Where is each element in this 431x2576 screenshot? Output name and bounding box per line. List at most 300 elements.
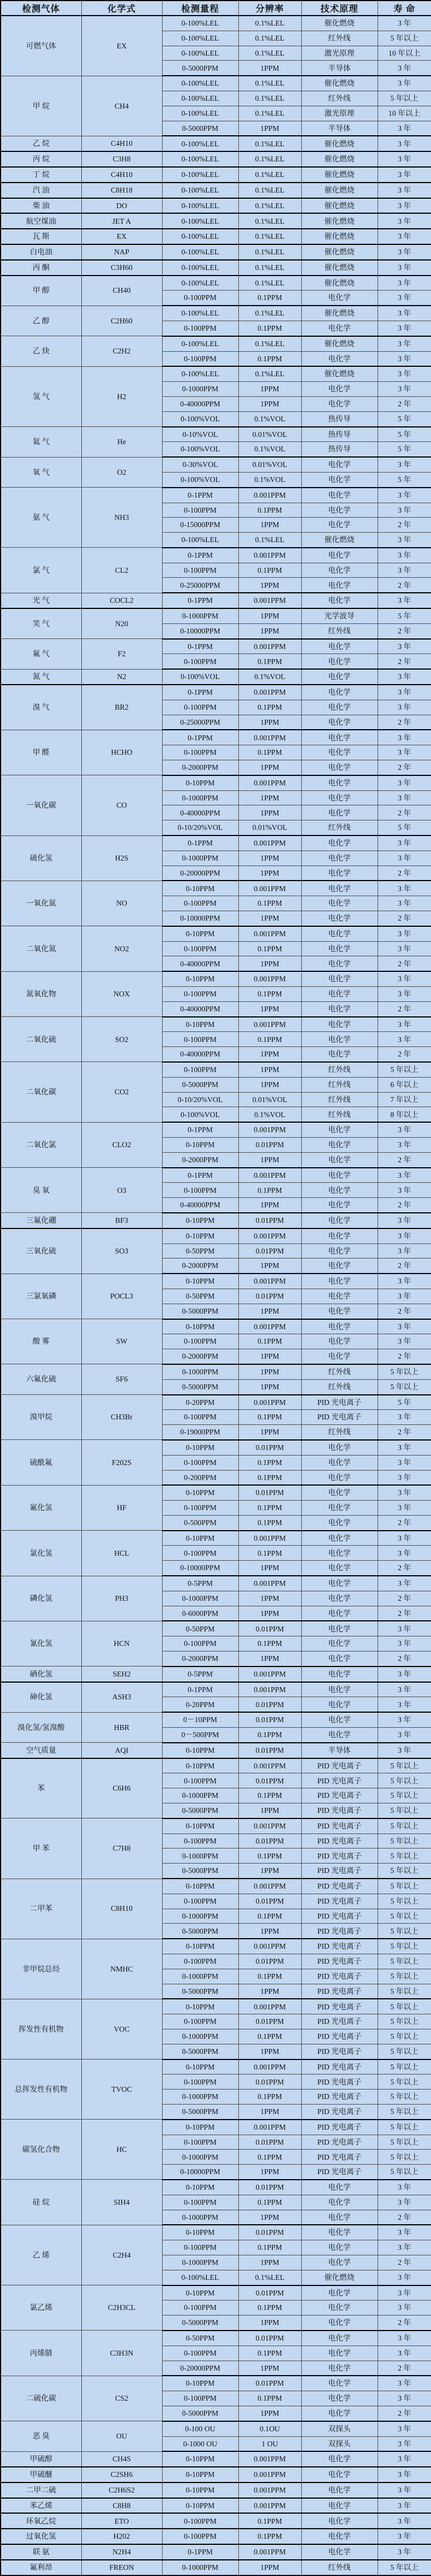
- principle-cell: 电化学: [301, 2331, 378, 2346]
- principle-cell: 电化学: [301, 2498, 378, 2514]
- range-cell: 0-100%LEL: [162, 260, 238, 276]
- formula-cell: HCN: [81, 1621, 162, 1666]
- formula-cell: NO2: [81, 926, 162, 971]
- range-cell: 0-5000PPM: [162, 1304, 238, 1319]
- principle-cell: 电化学: [301, 1243, 378, 1258]
- gas-name-cell: 甲 醛: [1, 730, 81, 775]
- principle-cell: 电化学: [301, 2225, 378, 2240]
- formula-cell: HF: [81, 1485, 162, 1530]
- gas-name-cell: 瓦 斯: [1, 229, 81, 244]
- resolution-cell: 1PPM: [238, 866, 301, 881]
- lifespan-cell: 5 年以上: [378, 1062, 431, 1077]
- formula-cell: C2SH6: [81, 2467, 162, 2482]
- lifespan-cell: 3 年: [378, 1243, 431, 1258]
- resolution-cell: 0.1%LEL: [238, 336, 301, 351]
- resolution-cell: 0.1%LEL: [238, 213, 301, 229]
- principle-cell: 电化学: [301, 896, 378, 911]
- principle-cell: 催化燃烧: [301, 336, 378, 351]
- gas-name-cell: 乙 烯: [1, 2225, 81, 2285]
- principle-cell: 电化学: [301, 685, 378, 700]
- formula-cell: BR2: [81, 685, 162, 730]
- principle-cell: PID 光电离子: [301, 2165, 378, 2180]
- resolution-cell: 0.1%LEL: [238, 276, 301, 291]
- range-cell: 0-10PPM: [162, 1017, 238, 1032]
- principle-cell: 电化学: [301, 2210, 378, 2225]
- gas-name-cell: 过氧化氢: [1, 2529, 81, 2544]
- gas-name-cell: 乙 醇: [1, 306, 81, 336]
- gas-name-cell: 丙烯腈: [1, 2331, 81, 2376]
- principle-cell: 电化学: [301, 321, 378, 336]
- gas-name-cell: 汽 油: [1, 183, 81, 198]
- formula-cell: C2H6S2: [81, 2482, 162, 2498]
- range-cell: 0-100%LEL: [162, 229, 238, 244]
- principle-cell: 电化学: [301, 593, 378, 608]
- gas-name-cell: 三氧化硫: [1, 1228, 81, 1274]
- resolution-cell: 1PPM: [238, 1062, 301, 1077]
- range-cell: 0-10PPM: [162, 775, 238, 790]
- formula-cell: FREON: [81, 2560, 162, 2575]
- lifespan-cell: 3 年: [378, 533, 431, 548]
- resolution-cell: 0.001PPM: [238, 1017, 301, 1032]
- resolution-cell: 0.1PPM: [238, 896, 301, 911]
- range-cell: 0-1PPM: [162, 1682, 238, 1697]
- principle-cell: 红外线: [301, 623, 378, 638]
- principle-cell: 电化学: [301, 1017, 378, 1032]
- range-cell: 0-1PPM: [162, 2544, 238, 2560]
- lifespan-cell: 2 年: [378, 2361, 431, 2376]
- lifespan-cell: 2 年: [378, 1047, 431, 1062]
- resolution-cell: 1PPM: [238, 1047, 301, 1062]
- formula-cell: H2S: [81, 835, 162, 881]
- table-row: [1, 213, 431, 229]
- resolution-cell: 0.01PPM: [238, 1954, 301, 1969]
- lifespan-cell: 7 年以上: [378, 1092, 431, 1107]
- resolution-cell: 1PPM: [238, 2255, 301, 2270]
- lifespan-cell: 3 年: [378, 229, 431, 244]
- range-cell: 0-100PPM: [162, 1032, 238, 1047]
- principle-cell: 电化学: [301, 1319, 378, 1334]
- principle-cell: 电化学: [301, 457, 378, 472]
- formula-cell: CH4S: [81, 2451, 162, 2467]
- range-cell: 0-100PPM: [162, 2135, 238, 2150]
- gas-name-cell: 笑 气: [1, 608, 81, 639]
- lifespan-cell: 3 年: [378, 745, 431, 760]
- resolution-cell: 0.01PPM: [238, 1440, 301, 1455]
- range-cell: 0-40000PPM: [162, 1001, 238, 1016]
- lifespan-cell: 5 年以上: [378, 1773, 431, 1788]
- resolution-cell: 1PPM: [238, 1425, 301, 1440]
- range-cell: 0-40000PPM: [162, 396, 238, 411]
- lifespan-cell: 5 年以上: [378, 2014, 431, 2029]
- lifespan-cell: 3 年: [378, 1168, 431, 1183]
- lifespan-cell: 5 年: [378, 1395, 431, 1410]
- principle-cell: PID 光电离子: [301, 2029, 378, 2044]
- gas-name-cell: 环氧乙烷: [1, 2513, 81, 2529]
- principle-cell: 电化学: [301, 851, 378, 866]
- resolution-cell: 1PPM: [238, 382, 301, 397]
- range-cell: 0-100%LEL: [162, 2270, 238, 2285]
- resolution-cell: 0.1OU: [238, 2421, 301, 2436]
- resolution-cell: 0.1PPM: [238, 700, 301, 715]
- resolution-cell: 1PPM: [238, 805, 301, 820]
- gas-name-cell: 非甲烷总烃: [1, 1939, 81, 1999]
- principle-cell: 催化燃烧: [301, 366, 378, 381]
- range-cell: 0-5000PPM: [162, 1984, 238, 1999]
- table-row: [1, 926, 431, 941]
- formula-cell: COCL2: [81, 593, 162, 608]
- resolution-cell: 0.1PPM: [238, 291, 301, 306]
- range-cell: 0-1000PPM: [162, 382, 238, 397]
- principle-cell: 电化学: [301, 1455, 378, 1470]
- resolution-cell: 0.1PPM: [238, 2529, 301, 2544]
- principle-cell: 电化学: [301, 1546, 378, 1561]
- principle-cell: 电化学: [301, 1304, 378, 1319]
- formula-cell: HCHO: [81, 730, 162, 775]
- formula-cell: SO3: [81, 1228, 162, 1274]
- principle-cell: 电化学: [301, 1606, 378, 1621]
- lifespan-cell: 3 年: [378, 2225, 431, 2240]
- formula-cell: CH40: [81, 276, 162, 306]
- range-cell: 0-100PPM: [162, 700, 238, 715]
- principle-cell: 双探头: [301, 2421, 378, 2436]
- principle-cell: PID 光电离子: [301, 1803, 378, 1818]
- gas-name-cell: 溴 气: [1, 685, 81, 730]
- principle-cell: 电化学: [301, 926, 378, 941]
- lifespan-cell: 2 年: [378, 2210, 431, 2225]
- lifespan-cell: 5 年以上: [378, 1984, 431, 1999]
- range-cell: 0-5PPM: [162, 1666, 238, 1682]
- resolution-cell: 0.1%LEL: [238, 76, 301, 91]
- resolution-cell: 0.01%VOL: [238, 1092, 301, 1107]
- principle-cell: 电化学: [301, 1728, 378, 1743]
- range-cell: 0-100%VOL: [162, 442, 238, 457]
- range-cell: 0-10PPM: [162, 1531, 238, 1546]
- principle-cell: 电化学: [301, 2180, 378, 2195]
- resolution-cell: 0.001PPM: [238, 685, 301, 700]
- lifespan-cell: 3 年: [378, 881, 431, 896]
- resolution-cell: 0.1PPM: [238, 321, 301, 336]
- principle-cell: 红外线: [301, 1077, 378, 1092]
- gas-name-cell: 氯 气: [1, 548, 81, 593]
- table-row: [1, 730, 431, 745]
- principle-cell: 电化学: [301, 2451, 378, 2467]
- lifespan-cell: 3 年: [378, 1455, 431, 1470]
- lifespan-cell: 5 年以上: [378, 2059, 431, 2074]
- range-cell: 0-10PPM: [162, 2451, 238, 2467]
- range-cell: 0-100PPM: [162, 1954, 238, 1969]
- formula-cell: DO: [81, 198, 162, 214]
- resolution-cell: 0.01%VOL: [238, 820, 301, 835]
- gas-name-cell: 氟化氢: [1, 1485, 81, 1530]
- range-cell: 0-50PPM: [162, 1289, 238, 1304]
- resolution-cell: 0.001PPM: [238, 881, 301, 896]
- resolution-cell: 0.01PPM: [238, 1833, 301, 1849]
- lifespan-cell: 3 年: [378, 61, 431, 76]
- range-cell: 0-100%LEL: [162, 151, 238, 167]
- lifespan-cell: 5 年以上: [378, 2135, 431, 2150]
- range-cell: 0-1PPM: [162, 548, 238, 563]
- lifespan-cell: 3 年: [378, 151, 431, 167]
- range-cell: 0-1000PPM: [162, 1788, 238, 1803]
- formula-cell: C6H6: [81, 1758, 162, 1818]
- principle-cell: 红外线: [301, 2560, 378, 2575]
- lifespan-cell: 5 年: [378, 411, 431, 426]
- principle-cell: 电化学: [301, 548, 378, 563]
- resolution-cell: 0.001PPM: [238, 2544, 301, 2560]
- resolution-cell: 0.001PPM: [238, 488, 301, 503]
- resolution-cell: 1PPM: [238, 2361, 301, 2376]
- resolution-cell: 0.001PPM: [238, 1168, 301, 1183]
- range-cell: 0-10000PPM: [162, 2165, 238, 2180]
- gas-name-cell: 氨 气: [1, 488, 81, 548]
- header-formula: 化学式: [81, 1, 162, 16]
- lifespan-cell: 3 年: [378, 971, 431, 986]
- formula-cell: C4H10: [81, 136, 162, 151]
- formula-cell: CS2: [81, 2376, 162, 2421]
- range-cell: 0-5000PPM: [162, 1803, 238, 1818]
- lifespan-cell: 5 年以上: [378, 1939, 431, 1954]
- lifespan-cell: 2 年: [378, 805, 431, 820]
- range-cell: 0-1000PPM: [162, 2090, 238, 2105]
- resolution-cell: 0.1PPM: [238, 563, 301, 578]
- resolution-cell: 0.1PPM: [238, 1470, 301, 1485]
- principle-cell: 电化学: [301, 291, 378, 306]
- principle-cell: 热传导: [301, 427, 378, 442]
- resolution-cell: 0.1%VOL: [238, 1107, 301, 1122]
- range-cell: 0-100PPM: [162, 1546, 238, 1561]
- range-cell: 0-10PPM: [162, 1939, 238, 1954]
- table-row: [1, 488, 431, 503]
- principle-cell: 催化燃烧: [301, 260, 378, 276]
- range-cell: 0-100PPM: [162, 2014, 238, 2029]
- principle-cell: 电化学: [301, 2406, 378, 2421]
- principle-cell: 双探头: [301, 2436, 378, 2451]
- range-cell: 0-20PPM: [162, 1697, 238, 1712]
- range-cell: 0-10PPM: [162, 2180, 238, 2195]
- principle-cell: 电化学: [301, 1515, 378, 1530]
- table-row: [1, 2225, 431, 2240]
- range-cell: 0-40000PPM: [162, 1198, 238, 1213]
- lifespan-cell: 3 年: [378, 503, 431, 518]
- resolution-cell: 0.1%LEL: [238, 46, 301, 61]
- gas-name-cell: 一氧化碳: [1, 775, 81, 835]
- resolution-cell: 0.1%LEL: [238, 183, 301, 198]
- lifespan-cell: 3 年: [378, 775, 431, 790]
- resolution-cell: 0.1PPM: [238, 1455, 301, 1470]
- principle-cell: 红外线: [301, 1107, 378, 1122]
- range-cell: 0-100PPM: [162, 291, 238, 306]
- formula-cell: CH4: [81, 76, 162, 136]
- range-cell: 0-1PPM: [162, 488, 238, 503]
- gas-name-cell: 甲硫醇: [1, 2451, 81, 2467]
- range-cell: 0-50PPM: [162, 1243, 238, 1258]
- lifespan-cell: 3 年: [378, 1289, 431, 1304]
- range-cell: 0-10PPM: [162, 1743, 238, 1758]
- gas-name-cell: 二氧化碳: [1, 1062, 81, 1122]
- lifespan-cell: 3 年: [378, 1697, 431, 1712]
- gas-name-cell: 硫酰氟: [1, 1440, 81, 1485]
- resolution-cell: 0.1%LEL: [238, 106, 301, 121]
- resolution-cell: 0.1%LEL: [238, 2270, 301, 2285]
- range-cell: 0-5000PPM: [162, 1379, 238, 1394]
- lifespan-cell: 3 年: [378, 2376, 431, 2391]
- principle-cell: 电化学: [301, 835, 378, 851]
- table-row: [1, 835, 431, 851]
- range-cell: 0-5000PPM: [162, 61, 238, 76]
- table-body: [1, 16, 431, 2575]
- principle-cell: 红外线: [301, 1425, 378, 1440]
- principle-cell: PID 光电离子: [301, 1758, 378, 1773]
- range-cell: 0-1000PPM: [162, 2255, 238, 2270]
- table-row: [1, 669, 431, 685]
- resolution-cell: 0.01PPM: [238, 1243, 301, 1258]
- range-cell: 0-100PPM: [162, 2529, 238, 2544]
- lifespan-cell: 2 年: [378, 760, 431, 775]
- range-cell: 0-1000PPM: [162, 2560, 238, 2575]
- principle-cell: 电化学: [301, 1258, 378, 1274]
- resolution-cell: 1PPM: [238, 2044, 301, 2059]
- principle-cell: 电化学: [301, 1531, 378, 1546]
- table-row: [1, 260, 431, 276]
- resolution-cell: 0.001PPM: [238, 2498, 301, 2514]
- resolution-cell: 0.01PPM: [238, 1894, 301, 1909]
- lifespan-cell: 5 年以上: [378, 31, 431, 46]
- principle-cell: 电化学: [301, 2376, 378, 2391]
- range-cell: 0-10PPM: [162, 1319, 238, 1334]
- resolution-cell: 1PPM: [238, 956, 301, 971]
- range-cell: 0-5PPM: [162, 1576, 238, 1591]
- lifespan-cell: 2 年: [378, 518, 431, 533]
- formula-cell: C4H10: [81, 167, 162, 183]
- table-row: [1, 2120, 431, 2135]
- formula-cell: O2: [81, 457, 162, 488]
- principle-cell: 电化学: [301, 1198, 378, 1213]
- formula-cell: CO2: [81, 1062, 162, 1122]
- resolution-cell: 0.1PPM: [238, 1969, 301, 1984]
- resolution-cell: 1PPM: [238, 1349, 301, 1364]
- lifespan-cell: 3 年: [378, 2331, 431, 2346]
- gas-name-cell: 氧 气: [1, 457, 81, 488]
- lifespan-cell: 3 年: [378, 276, 431, 291]
- resolution-cell: 1PPM: [238, 1984, 301, 1999]
- principle-cell: 电化学: [301, 2285, 378, 2300]
- lifespan-cell: 10 年以上: [378, 106, 431, 121]
- principle-cell: 催化燃烧: [301, 276, 378, 291]
- range-cell: 0-200PPM: [162, 1470, 238, 1485]
- resolution-cell: 0.001PPM: [238, 1122, 301, 1137]
- principle-cell: PID 光电离子: [301, 2014, 378, 2029]
- range-cell: 0-100PPM: [162, 563, 238, 578]
- resolution-cell: 1PPM: [238, 1803, 301, 1818]
- lifespan-cell: 3 年: [378, 1576, 431, 1591]
- resolution-cell: 0.001PPM: [238, 775, 301, 790]
- range-cell: 0-100PPM: [162, 2391, 238, 2406]
- table-row: [1, 1666, 431, 1682]
- gas-name-cell: 航空煤油: [1, 213, 81, 229]
- resolution-cell: 1PPM: [238, 578, 301, 593]
- table-row: [1, 1364, 431, 1379]
- resolution-cell: 0.01PPM: [238, 1773, 301, 1788]
- principle-cell: 电化学: [301, 775, 378, 790]
- formula-cell: AQI: [81, 1743, 162, 1758]
- range-cell: 0-100%LEL: [162, 46, 238, 61]
- formula-cell: HCL: [81, 1531, 162, 1576]
- principle-cell: 电化学: [301, 578, 378, 593]
- principle-cell: 电化学: [301, 382, 378, 397]
- formula-cell: HBR: [81, 1712, 162, 1743]
- lifespan-cell: 5 年以上: [378, 1849, 431, 1864]
- gas-name-cell: 三氯氧磷: [1, 1274, 81, 1319]
- table-row: [1, 639, 431, 654]
- principle-cell: 红外线: [301, 1379, 378, 1394]
- principle-cell: 电化学: [301, 2391, 378, 2406]
- range-cell: 0-50PPM: [162, 2331, 238, 2346]
- formula-cell: He: [81, 427, 162, 458]
- resolution-cell: 0.01%VOL: [238, 427, 301, 442]
- gas-name-cell: 氦 气: [1, 427, 81, 458]
- formula-cell: C8H8: [81, 2498, 162, 2514]
- principle-cell: 电化学: [301, 1001, 378, 1016]
- principle-cell: 电化学: [301, 2255, 378, 2270]
- gas-name-cell: 六氟化硫: [1, 1364, 81, 1395]
- range-cell: 0-40000PPM: [162, 805, 238, 820]
- formula-cell: C2H4: [81, 2225, 162, 2285]
- table-row: [1, 1682, 431, 1697]
- resolution-cell: 0.01PPM: [238, 1621, 301, 1636]
- principle-cell: 电化学: [301, 715, 378, 730]
- lifespan-cell: 3 年: [378, 167, 431, 183]
- table-row: [1, 427, 431, 442]
- range-cell: 0-25000PPM: [162, 715, 238, 730]
- resolution-cell: 1PPM: [238, 1379, 301, 1394]
- lifespan-cell: 5 年以上: [378, 2560, 431, 2575]
- range-cell: 0-100%LEL: [162, 306, 238, 321]
- range-cell: 0-1PPM: [162, 685, 238, 700]
- resolution-cell: 0.001PPM: [238, 1576, 301, 1591]
- lifespan-cell: 3 年: [378, 730, 431, 745]
- principle-cell: 电化学: [301, 1561, 378, 1576]
- resolution-cell: 0.01PPM: [238, 2014, 301, 2029]
- formula-cell: C2H60: [81, 306, 162, 336]
- formula-cell: CLO2: [81, 1122, 162, 1167]
- resolution-cell: 0.1%LEL: [238, 244, 301, 260]
- lifespan-cell: 3 年: [378, 2285, 431, 2300]
- resolution-cell: 1PPM: [238, 1364, 301, 1379]
- lifespan-cell: 5 年: [378, 427, 431, 442]
- gas-name-cell: 氮 气: [1, 669, 81, 685]
- resolution-cell: 0.1PPM: [238, 654, 301, 669]
- lifespan-cell: 3 年: [378, 685, 431, 700]
- principle-cell: 电化学: [301, 760, 378, 775]
- formula-cell: NMHC: [81, 1939, 162, 1999]
- principle-cell: 电化学: [301, 396, 378, 411]
- formula-cell: N2H4: [81, 2544, 162, 2560]
- formula-cell: JET A: [81, 213, 162, 229]
- header-principle: 技术原理: [301, 1, 378, 16]
- formula-cell: CO: [81, 775, 162, 835]
- lifespan-cell: 3 年: [378, 1137, 431, 1152]
- gas-name-cell: 氯乙烯: [1, 2285, 81, 2331]
- principle-cell: 电化学: [301, 1576, 378, 1591]
- lifespan-cell: 5 年以上: [378, 1758, 431, 1773]
- lifespan-cell: 3 年: [378, 1440, 431, 1455]
- table-row: [1, 2451, 431, 2467]
- principle-cell: 电化学: [301, 1289, 378, 1304]
- resolution-cell: 1PPM: [238, 2406, 301, 2421]
- resolution-cell: 0.001PPM: [238, 1758, 301, 1773]
- range-cell: 0-100PPM: [162, 1455, 238, 1470]
- range-cell: 0-19000PPM: [162, 1425, 238, 1440]
